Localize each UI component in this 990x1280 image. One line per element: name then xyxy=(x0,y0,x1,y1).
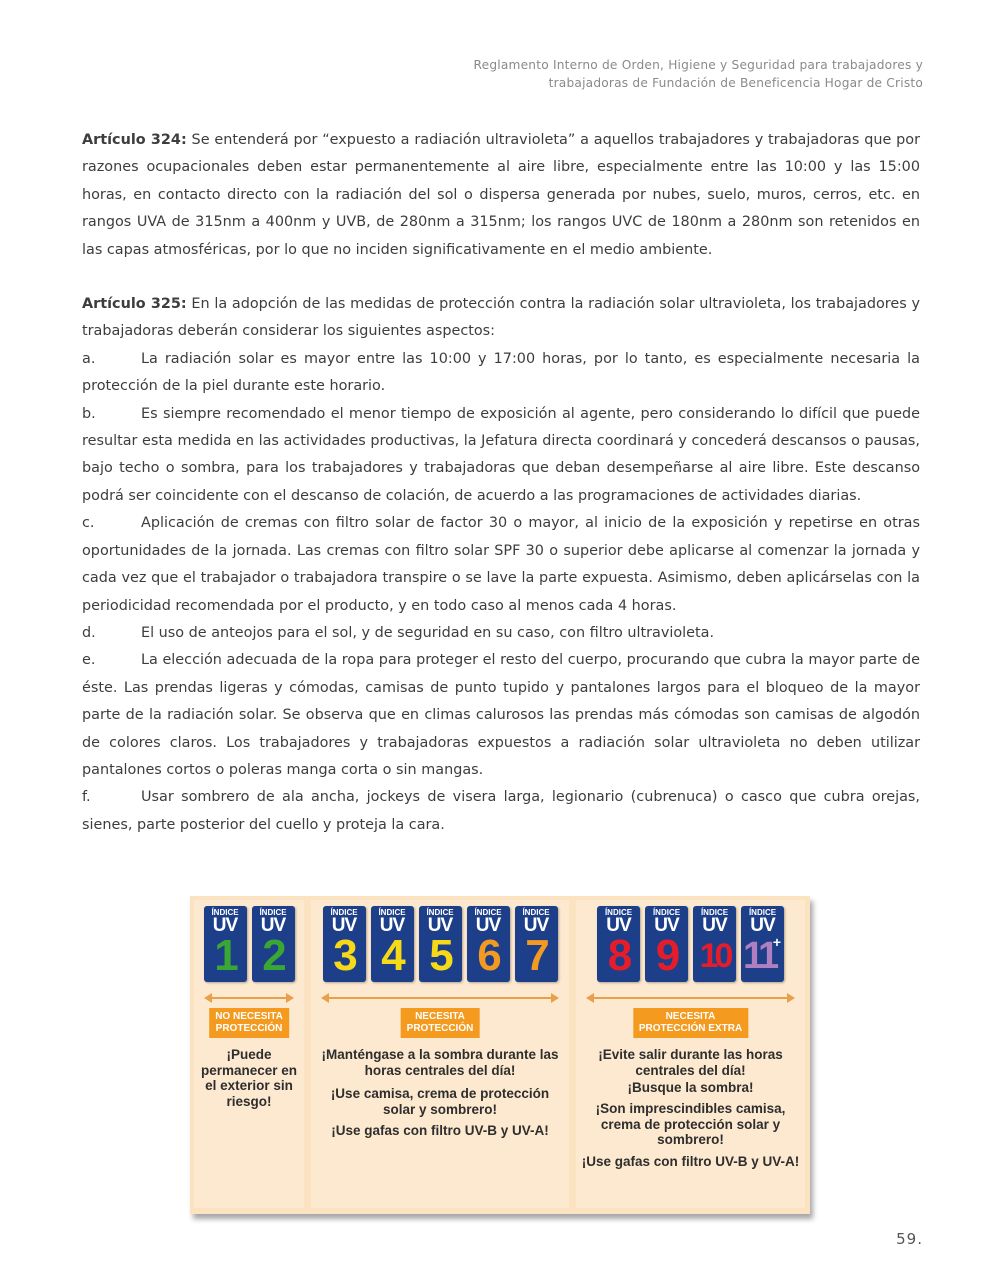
uv-number: 10 xyxy=(699,937,730,975)
uv-number: 6 xyxy=(477,931,499,980)
uv-badge: ÍNDICE UV 10 xyxy=(693,906,736,982)
list-item-letter: f. xyxy=(82,789,91,806)
protection-message: ¡Use gafas con filtro UV-B y UV-A! xyxy=(581,1154,800,1169)
protection-tag: NECESITA PROTECCIÓN EXTRA xyxy=(633,1008,748,1038)
uv-badge: ÍNDICE UV 3 xyxy=(323,906,366,982)
protection-tag: NO NECESITA PROTECCIÓN xyxy=(209,1008,289,1038)
plus-sign: + xyxy=(772,934,781,950)
article-324 xyxy=(82,127,920,264)
uv-badges xyxy=(576,906,805,982)
list-item-letter: e. xyxy=(82,652,96,669)
list-item-text: El uso de anteojos para el sol, y de seguridad en su caso, con filtro ultravioleta. xyxy=(141,624,715,641)
uv-number: 1 xyxy=(214,931,236,980)
range-arrow xyxy=(586,993,795,1003)
uv-number: 4 xyxy=(381,931,403,980)
list-item xyxy=(82,620,920,647)
protection-tag: NECESITA PROTECCIÓN xyxy=(401,1008,480,1038)
list-item xyxy=(82,401,920,511)
protection-message: ¡Son imprescindibles camisa, crema de protección solar y sombrero! xyxy=(595,1101,786,1147)
protection-message: ¡Puede permanecer en el exterior sin riesgo! xyxy=(200,1047,298,1109)
document-header xyxy=(474,56,923,92)
list-item xyxy=(82,784,920,839)
uv-badges xyxy=(194,906,304,982)
protection-message: ¡Busque la sombra! xyxy=(627,1080,754,1095)
uv-number: 9 xyxy=(655,931,678,980)
uv-badge: ÍNDICE UV 1 xyxy=(204,906,247,982)
uv-badge: ÍNDICE UV 5 xyxy=(419,906,462,982)
header-line-1: Reglamento Interno de Orden, Higiene y Seguridad para trabajadores y xyxy=(473,58,923,72)
uv-badge: ÍNDICE UV 11 + xyxy=(741,906,784,982)
page-number: 59. xyxy=(896,1230,923,1248)
article-324-text: Se entenderá por “expuesto a radiación ultravioleta” a aquellos trabajadores y trabajadoras que por razones ocupacionales deben estar permanentemente al aire libre, especialmente entre las 10:00 y las 15:00 horas, en contacto directo con la radiación del sol o dispersa generada por nubes, suelo, muros, cerros, etc. en rangos UVA de 315nm a 400nm y UVB, de 280nm a 315nm; los rangos UVC de 180nm a 280nm son retenidos en las capas atmosféricas, por lo que no inciden significativamente en el medio ambiente. xyxy=(82,132,920,258)
list-item-text: Es siempre recomendado el menor tiempo de exposición al agente, pero considerando lo difícil que puede resultar esta medida en las actividades productivas, la Jefatura directa coordinará y concederá descansos o pausas, bajo techo o sombra, para los trabajadores y trabajadoras que deban desempeñarse al aire libre. Este descanso podrá ser coincidente con el descanso de colación, de acuerdo a las programaciones de actividades diarias. xyxy=(82,405,920,504)
uv-badge: ÍNDICE UV 2 xyxy=(252,906,295,982)
uv-badge: ÍNDICE UV 4 xyxy=(371,906,414,982)
uv-index-infographic xyxy=(190,896,810,1214)
list-item-letter: b. xyxy=(82,405,96,422)
uv-number: 7 xyxy=(525,931,547,980)
list-item-text: Aplicación de cremas con filtro solar de factor 30 o mayor, al inicio de la exposición y repetirse en otras oportunidades de la jornada. Las cremas con filtro solar SPF 30 o superior debe aplicarse al comenzar la jornada y cada vez que el trabajador o trabajadora transpire o se lave la parte expuesta. Asimismo, deben aplicárselas con la periodicidad recomendada por el producto, y en todo caso al menos cada 4 horas. xyxy=(82,515,920,614)
article-325-text: En la adopción de las medidas de protección contra la radiación solar ultravioleta, los trabajadores y trabajadoras deberán considerar los siguientes aspectos: xyxy=(82,296,920,340)
uv-badge: ÍNDICE UV 9 xyxy=(645,906,688,982)
range-arrow xyxy=(321,993,559,1003)
range-arrow xyxy=(204,993,294,1003)
uv-number: 8 xyxy=(607,931,630,980)
article-325-title: Artículo 325: xyxy=(82,296,187,313)
list-item-letter: d. xyxy=(82,624,96,641)
uv-number: 11 xyxy=(743,935,776,977)
uv-badges xyxy=(311,906,569,982)
uv-badge: ÍNDICE UV 7 xyxy=(515,906,558,982)
protection-message: ¡Evite salir durante las horas centrales del día! xyxy=(598,1047,783,1078)
protection-message: ¡Use camisa, crema de protección solar y sombrero! xyxy=(330,1086,550,1117)
protection-message: ¡Use gafas con filtro UV-B y UV-A! xyxy=(331,1123,549,1138)
uv-number: 3 xyxy=(333,931,355,980)
list-item-text: Usar sombrero de ala ancha, jockeys de visera larga, legionario (cubrenuca) o casco que cubra orejas, sienes, parte posterior del cuello y proteja la cara. xyxy=(82,789,920,833)
header-line-2: trabajadoras de Fundación de Beneficencia Hogar de Cristo xyxy=(548,76,923,90)
list-item xyxy=(82,510,920,620)
list-item xyxy=(82,346,920,401)
uv-number: 2 xyxy=(262,931,284,980)
uv-panel-high xyxy=(576,900,805,1208)
uv-number: 5 xyxy=(429,931,451,980)
list-item-letter: c. xyxy=(82,515,95,532)
article-324-title: Artículo 324: xyxy=(82,132,187,148)
document-body xyxy=(82,127,920,839)
protection-message: ¡Manténgase a la sombra durante las horas centrales del día! xyxy=(321,1047,559,1078)
uv-badge: ÍNDICE UV 6 xyxy=(467,906,510,982)
uv-panel-low xyxy=(194,900,304,1208)
list-item-letter: a. xyxy=(82,350,96,367)
list-item-text: La elección adecuada de la ropa para proteger el resto del cuerpo, procurando que cubra la mayor parte de éste. Las prendas ligeras y cómodas, camisas de punto tupido y pantalones largos para el bloqueo de la mayor parte de la radiación solar. Se observa que en climas calurosos las prendas más cómodas son camisas de algodón de colores claros. Los trabajadores y trabajadoras expuestos a radiación solar ultravioleta no deben utilizar pantalones cortos o poleras manga corta o sin mangas. xyxy=(82,652,920,778)
list-item xyxy=(82,647,920,784)
uv-badge: ÍNDICE UV 8 xyxy=(597,906,640,982)
article-325 xyxy=(82,291,920,346)
list-item-text: La radiación solar es mayor entre las 10:00 y 17:00 horas, por lo tanto, es especialmente necesaria la protección de la piel durante este horario. xyxy=(82,350,920,395)
uv-panel-moderate xyxy=(311,900,569,1208)
